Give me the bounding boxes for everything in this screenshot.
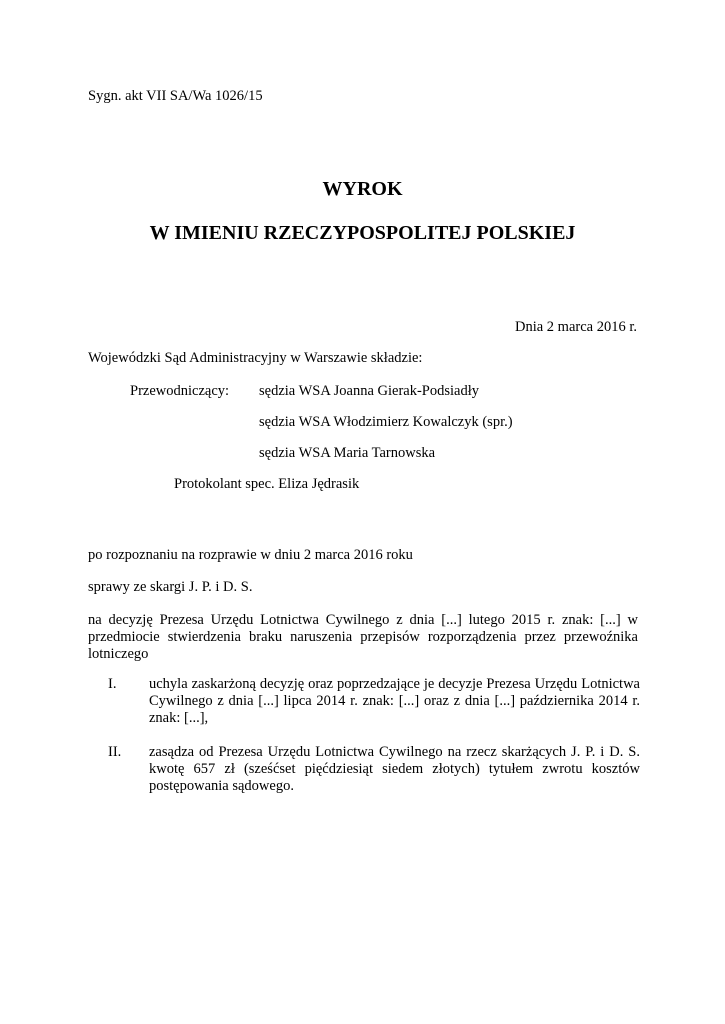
chair-label: Przewodniczący: bbox=[130, 383, 230, 399]
ruling-item bbox=[108, 676, 640, 727]
document-title: WYROK bbox=[322, 178, 403, 200]
judge-name: sędzia WSA Włodzimierz Kowalczyk (spr.) bbox=[259, 414, 513, 430]
ruling-text: zasądza od Prezesa Urzędu Lotnictwa Cywilnego na rzecz skarżących J. P. i D. S. kwotę 657 zł (sześćset pięćdziesiąt siedem złotych) tytułem zwrotu kosztów postępowania sądowego. bbox=[149, 744, 640, 794]
ruling-number: II. bbox=[108, 744, 122, 760]
rulings-list bbox=[108, 676, 640, 812]
case-signature: Sygn. akt VII SA/Wa 1026/15 bbox=[88, 88, 263, 104]
ruling-text: uchyla zaskarżoną decyzję oraz poprzedzające je decyzje Prezesa Urzędu Lotnictwa Cywilnego z dnia [...] lipca 2014 r. znak: [...] oraz z dnia [...] października 2014 r. znak: [...], bbox=[149, 676, 640, 726]
document-subtitle: W IMIENIU RZECZYPOSPOLITEJ POLSKIEJ bbox=[149, 222, 576, 244]
case-parties: sprawy ze skargi J. P. i D. S. bbox=[88, 579, 253, 595]
decision-subject: na decyzję Prezesa Urzędu Lotnictwa Cywilnego z dnia [...] lutego 2015 r. znak: [...] w przedmiocie stwierdzenia braku naruszenia przepisów rozporządzenia przez przewoźnika lotniczego bbox=[88, 612, 638, 662]
court-composition: Wojewódzki Sąd Administracyjny w Warszawie składzie: bbox=[88, 350, 423, 366]
ruling-number: I. bbox=[108, 676, 117, 692]
judgment-date: Dnia 2 marca 2016 r. bbox=[514, 319, 637, 335]
ruling-item bbox=[108, 744, 640, 795]
judge-name: sędzia WSA Joanna Gierak-Podsiadły bbox=[259, 383, 480, 399]
hearing-info: po rozpoznaniu na rozprawie w dniu 2 marca 2016 roku bbox=[88, 547, 413, 563]
judge-name: sędzia WSA Maria Tarnowska bbox=[259, 445, 436, 461]
court-clerk: Protokolant spec. Eliza Jędrasik bbox=[174, 476, 360, 492]
